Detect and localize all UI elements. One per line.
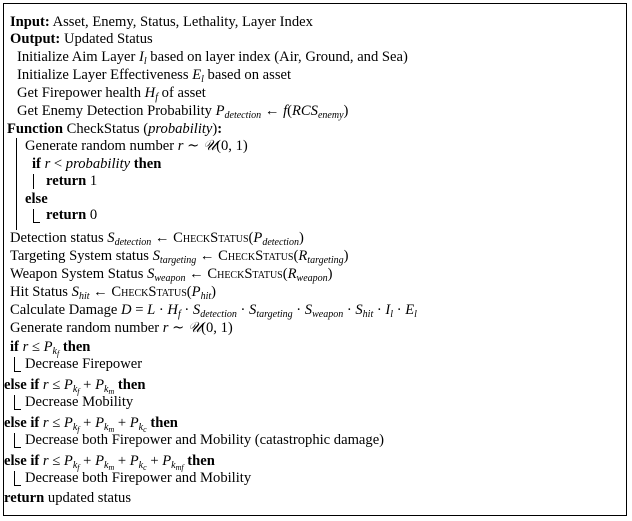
- branch-3-bar: [14, 433, 15, 447]
- init-layer-effectiveness: Initialize Layer Effectiveness $E_l$ based on asset: [17, 67, 292, 85]
- branch-2-foot: [14, 409, 21, 410]
- function-else: else: [25, 191, 48, 207]
- branch-4-foot: [14, 485, 21, 486]
- branch-2-bar: [14, 395, 15, 409]
- branch-if-1: if $r \le P_{k_f}$ then: [10, 339, 91, 358]
- hit-status-line: Hit Status $S_{hit}$ ← $CheckStatus(P_{hit})$: [10, 284, 217, 302]
- branch-elseif-3: else if $r \le P_{k_f} + P_{k_m} + P_{k_c}$ then: [4, 415, 178, 434]
- branch-elseif-4: else if $r \le P_{k_f} + P_{k_m} + P_{k_c} + P_{k_{mf}}$ then: [4, 453, 215, 472]
- input-text: Asset, Enemy, Status, Lethality, Layer Index: [52, 14, 313, 30]
- weapon-status-line: Weapon System Status $S_{weapon}$ ← $CheckStatus(R_{weapon})$: [10, 266, 333, 284]
- function-return-zero: return 0: [46, 207, 98, 223]
- init-firepower-health: Get Firepower health $H_f$ of asset: [17, 85, 206, 103]
- function-generate-random: Generate random number r ∼ 𝒰(0, 1): [25, 138, 248, 154]
- generate-random-line: Generate random number r ∼ 𝒰(0, 1): [10, 320, 233, 336]
- branch-3-foot: [14, 447, 21, 448]
- branch-3-action: Decrease both Firepower and Mobility (catastrophic damage): [25, 432, 385, 448]
- branch-1-bar: [14, 357, 15, 371]
- if-body-bar: [33, 174, 34, 189]
- init-detection-probability: Get Enemy Detection Probability $P_{detection}$ ← $f(RCS_{enemy})$: [17, 103, 349, 121]
- branch-4-action: Decrease both Firepower and Mobility: [25, 470, 252, 486]
- output-keyword: Output:: [10, 31, 61, 47]
- function-if-line: if r < probability then: [32, 156, 162, 172]
- branch-4-bar: [14, 471, 15, 485]
- branch-2-action: Decrease Mobility: [25, 394, 134, 410]
- output-line: [10, 31, 153, 48]
- function-header: Function CheckStatus (probability):: [7, 121, 223, 137]
- branch-elseif-2: else if $r \le P_{k_f} + P_{k_m}$ then: [4, 377, 146, 396]
- final-return: return updated status: [4, 490, 132, 506]
- branch-1-action: Decrease Firepower: [25, 356, 143, 372]
- function-body-bar: [16, 138, 17, 230]
- else-body-foot: [33, 222, 40, 223]
- algorithm-box: [3, 3, 627, 516]
- init-aim-layer: Initialize Aim Layer $I_l$ based on layer index (Air, Ground, and Sea): [17, 49, 408, 67]
- function-return-one: return 1: [46, 173, 98, 189]
- detection-status-line: Detection status $S_{detection}$ ← $CheckStatus(P_{detection})$: [10, 230, 304, 248]
- else-body-bar: [33, 209, 34, 222]
- output-text: Updated Status: [63, 31, 153, 47]
- input-line: [10, 14, 313, 31]
- branch-1-foot: [14, 371, 21, 372]
- targeting-status-line: Targeting System status $S_{targeting}$ ← $CheckStatus(R_{targeting})$: [10, 248, 349, 266]
- input-keyword: Input:: [10, 14, 50, 30]
- damage-line: Calculate Damage $D = L \cdot H_f \cdot S_{detection} \cdot S_{targeting} \cdot S_{weapon} \cdot S_{hit} \cdot I_l \cdot E_l$: [10, 302, 417, 320]
